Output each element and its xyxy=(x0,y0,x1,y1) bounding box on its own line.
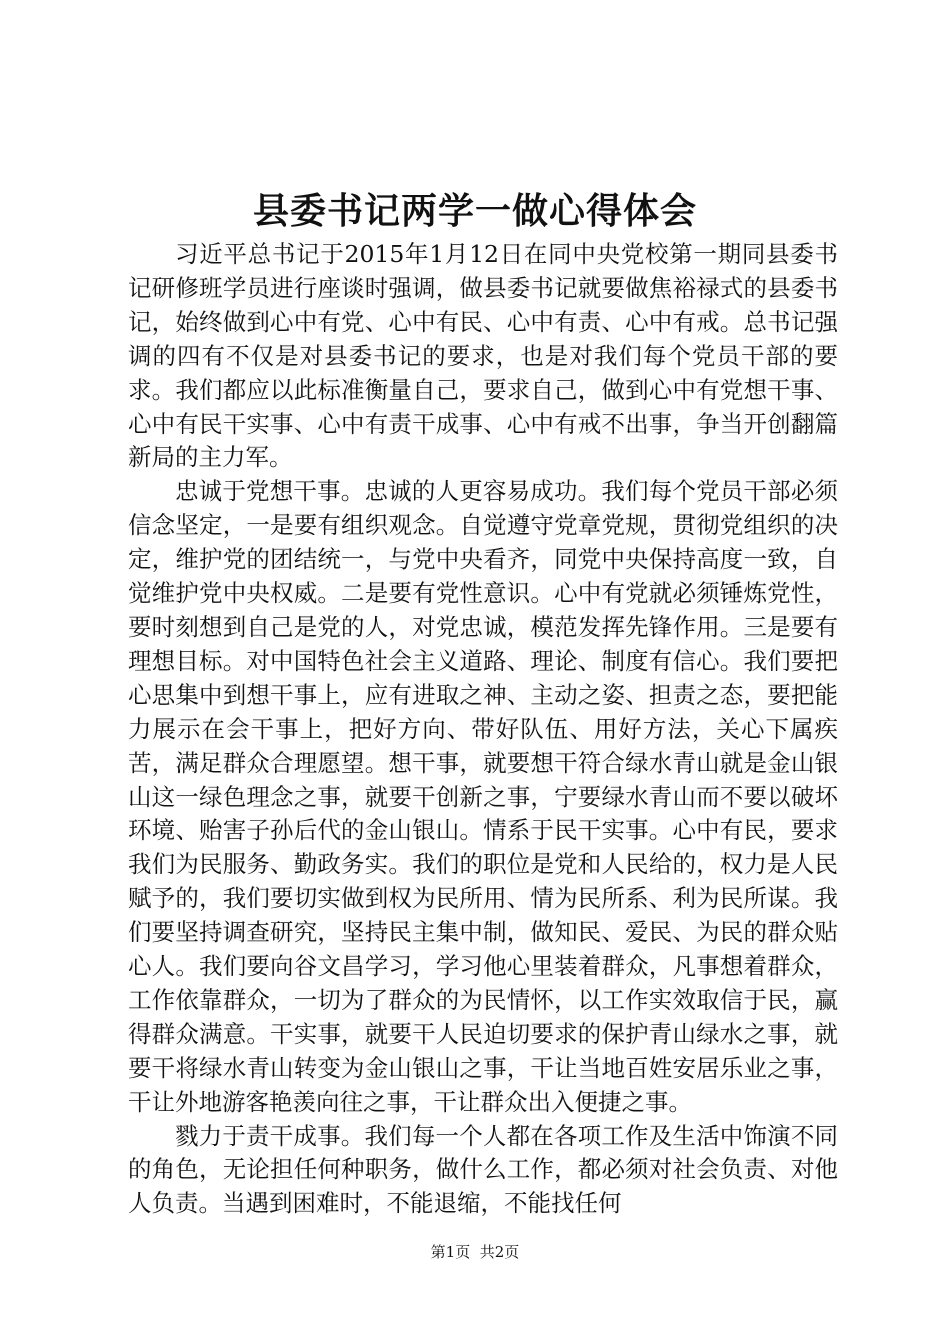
paragraph-responsibility: 戮力于责干成事。我们每一个人都在各项工作及生活中饰演不同的角色，无论担任何种职务，做什么工作，都必须对社会负责、对他人负责。当遇到困难时，不能退缩，不能找任何 xyxy=(128,1121,838,1218)
document-body xyxy=(128,238,838,1221)
page-number: 第1页 xyxy=(430,1243,471,1261)
paragraph-loyalty: 忠诚于党想干事。忠诚的人更容易成功。我们每个党员干部必须信念坚定，一是要有组织观念。自觉遵守党章党规，贯彻党组织的决定，维护党的团结统一，与党中央看齐，同党中央保持高度一致，自觉维护党中央权威。二是要有党性意识。心中有党就必须锤炼党性，要时刻想到自己是党的人，对党忠诚，模范发挥先锋作用。三是要有理想目标。对中国特色社会主义道路、理论、制度有信心。我们要把心思集中到想干事上，应有进取之神、主动之姿、担责之态，要把能力展示在会干事上，把好方向、带好队伍、用好方法，关心下属疾苦，满足群众合理愿望。想干事，就要想干符合绿水青山就是金山银山这一绿色理念之事，就要干创新之事，宁要绿水青山而不要以破坏环境、贻害子孙后代的金山银山。情系于民干实事。心中有民，要求我们为民服务、勤政务实。我们的职位是党和人民给的，权力是人民赋予的，我们要切实做到权为民所用、情为民所系、利为民所谋。我们要坚持调查研究，坚持民主集中制，做知民、爱民、为民的群众贴心人。我们要向谷文昌学习，学习他心里装着群众，凡事想着群众，工作依靠群众，一切为了群众的为民情怀，以工作实效取信于民，赢得群众满意。干实事，就要干人民迫切要求的保护青山绿水之事，就要干将绿水青山转变为金山银山之事，干让当地百姓安居乐业之事，干让外地游客艳羡向往之事，干让群众出入便捷之事。 xyxy=(128,477,838,1116)
page-footer xyxy=(0,1242,950,1262)
page-total: 共2页 xyxy=(479,1243,520,1261)
document-title: 县委书记两学一做心得体会 xyxy=(252,190,697,232)
paragraph-intro: 习近平总书记于2015年1月12日在同中央党校第一期同县委书记研修班学员进行座谈时强调，做县委书记就要做焦裕禄式的县委书记，始终做到心中有党、心中有民、心中有责、心中有戒。总书记强调的四有不仅是对县委书记的要求，也是对我们每个党员干部的要求。我们都应以此标准衡量自己，要求自己，做到心中有党想干事、心中有民干实事、心中有责干成事、心中有戒不出事，争当开创翻篇新局的主力军。 xyxy=(128,240,838,472)
